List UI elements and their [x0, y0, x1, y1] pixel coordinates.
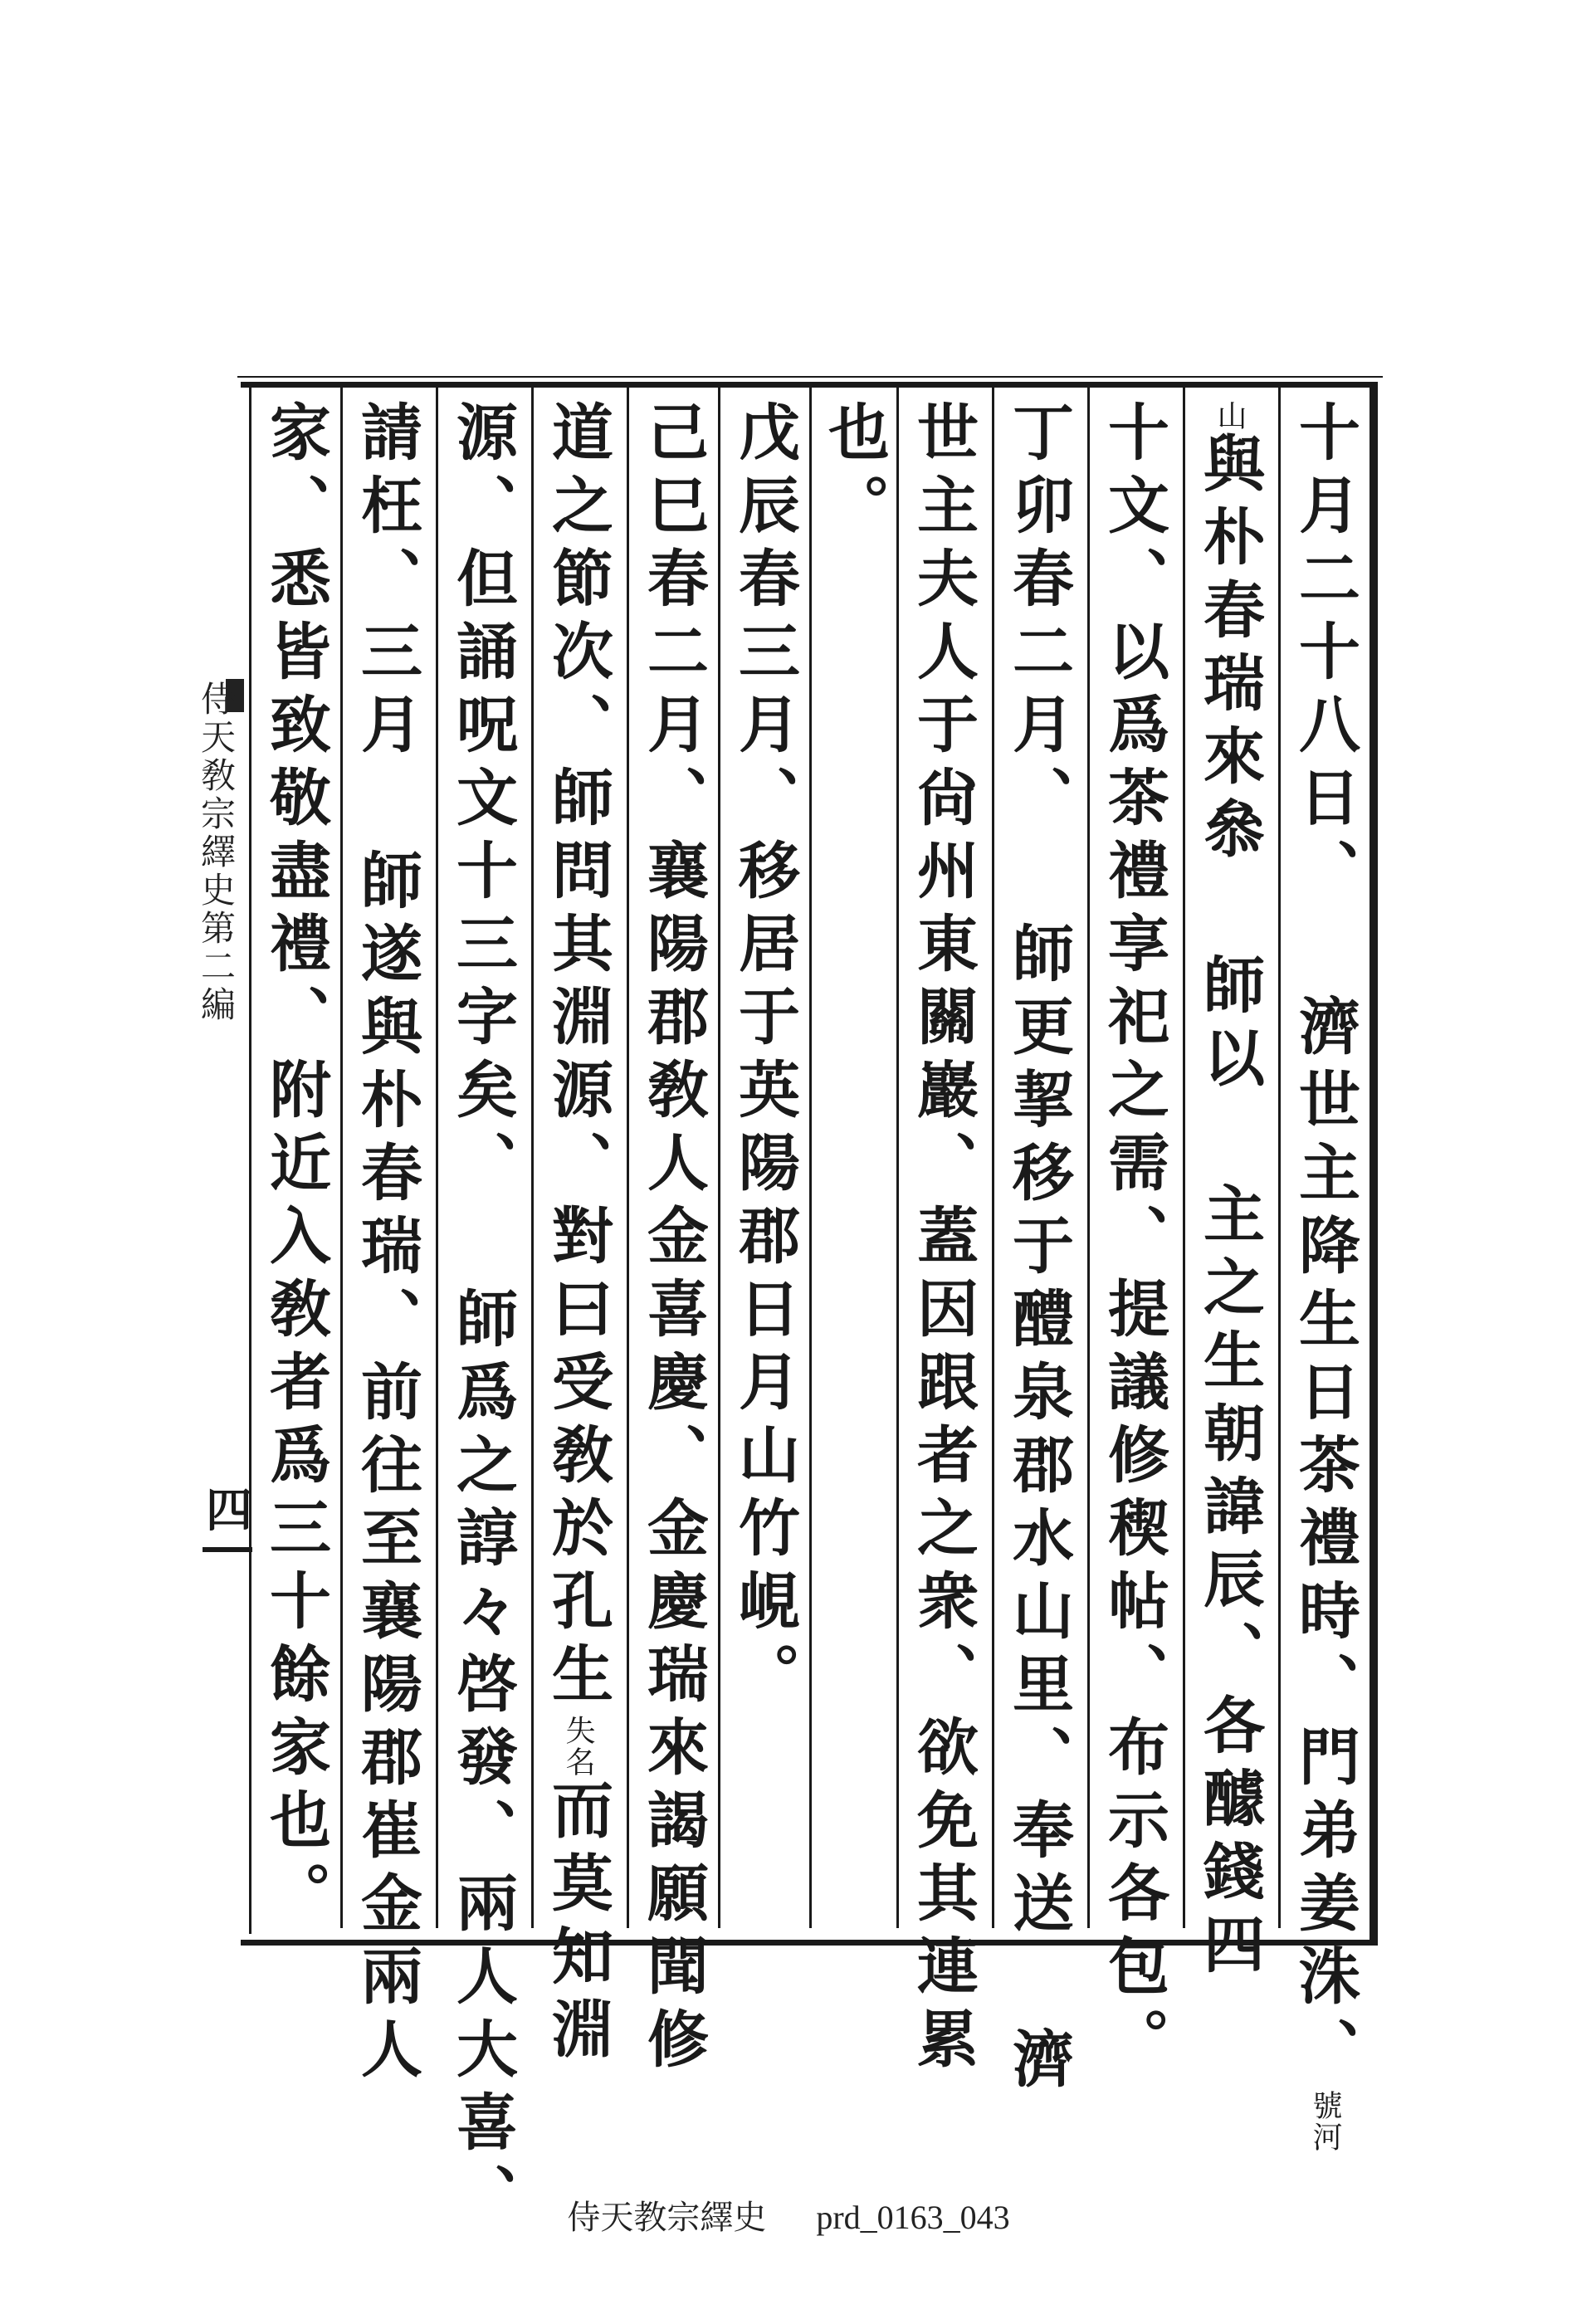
text-column-7 [728, 400, 801, 1927]
text-column-10 [446, 400, 519, 2236]
column-text: 戊辰春三月、移居于英陽郡日月山竹峴。 [729, 400, 800, 1715]
column-rule [1183, 388, 1185, 1928]
column-text: 己巳春二月、襄陽郡敎人金喜慶、金慶瑞來謁願聞修 [637, 400, 709, 2080]
text-column-12 [259, 400, 332, 1934]
column-text: 道之節次、師問其淵源、對曰受敎於孔生 [542, 400, 613, 1715]
column-rule [1278, 388, 1281, 1928]
column-rule [809, 388, 812, 1928]
interlinear-note: 號河 [1308, 2090, 1342, 2153]
column-rule [896, 388, 899, 1928]
column-text: 源、但誦呪文十三字矣、 師爲之諄々啓發、兩人大喜、 [447, 400, 518, 2236]
column-text: 十文、以爲茶禮享祀之需、提議修稧帖、布示各包。 [1098, 400, 1169, 2080]
column-text: 也。 [818, 400, 890, 546]
column-rule [531, 388, 534, 1928]
column-rule [627, 388, 629, 1928]
footer-book-title: 侍天教宗繹史 [567, 2199, 767, 2236]
column-text: 十月二十八日、 濟世主降生日茶禮時、門弟姜洙、 [1289, 400, 1360, 2090]
column-rule [340, 388, 343, 1928]
running-title: 侍天敎宗繹史第二編 [196, 681, 237, 1024]
folio-number: 四 [206, 1483, 252, 1538]
text-column-1 [1288, 400, 1361, 2153]
column-text: 世主夫人于尙州東關巖、蓋因跟者之衆、欲免其連累 [907, 400, 979, 2080]
column-rule [992, 388, 994, 1928]
text-column-8 [637, 400, 710, 2080]
interlinear-note: 山 [1213, 400, 1247, 432]
column-rule [436, 388, 438, 1928]
text-column-11 [350, 400, 423, 2090]
footer-page-id: prd_0163_043 [816, 2199, 1010, 2236]
text-column-2 [1193, 400, 1266, 1985]
column-text: 家、悉皆致敬盡禮、附近入敎者爲三十餘家也。 [260, 400, 331, 1934]
column-text: 而莫知淵 [542, 1778, 613, 2070]
column-text: 請枉、三月 師遂與朴春瑞、前往至襄陽郡崔金兩人 [351, 400, 422, 2090]
column-text: 與朴春瑞來叅 師以 主之生朝諱辰、各醵錢四 [1194, 432, 1265, 1985]
text-column-9 [541, 400, 614, 2070]
text-column-3 [1097, 400, 1170, 2080]
interlinear-note: 失名 [561, 1715, 595, 1778]
text-column-6 [818, 400, 891, 1927]
folio-rule [203, 1547, 252, 1552]
frame-left-rule [249, 388, 251, 1934]
column-text: 丁卯春二月、 師更挈移于醴泉郡水山里、奉送 濟 [1003, 400, 1074, 2100]
text-column-5 [906, 400, 979, 2080]
column-rule [1087, 388, 1090, 1928]
column-rule [718, 388, 720, 1928]
page-footer [0, 2191, 1577, 2239]
text-column-4 [1002, 400, 1075, 2100]
